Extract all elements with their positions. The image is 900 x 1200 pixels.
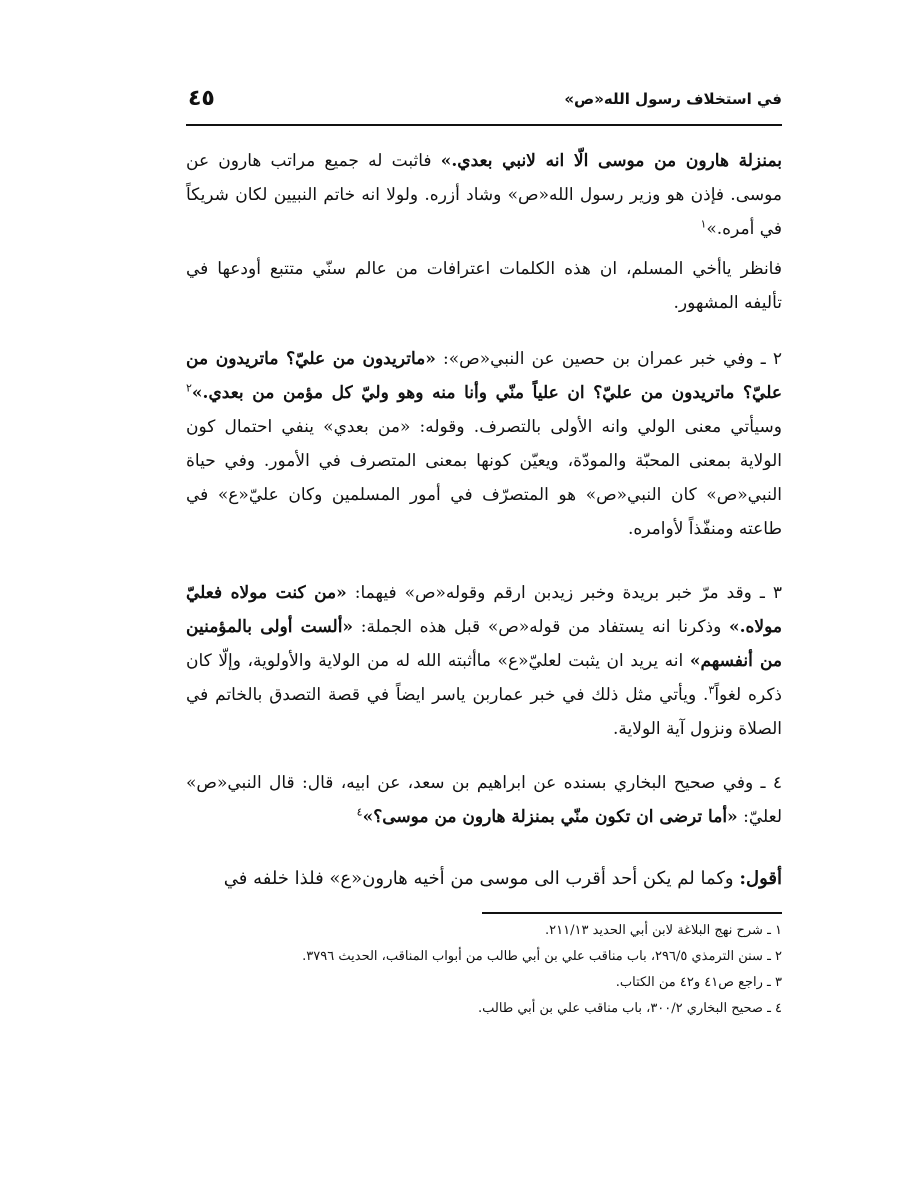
footnote-marker: ١ <box>700 217 707 231</box>
paragraph-text: ٢ ـ وفي خبر عمران بن حصين عن النبي«ص»: <box>435 349 782 369</box>
paragraph-4 <box>186 576 782 746</box>
paragraph-5 <box>186 766 782 834</box>
quote-text: «أما ترضى ان تكون منّي بمنزلة هارون من موسى؟» <box>362 807 738 827</box>
running-title: في استخلاف رسول الله«ص» <box>564 90 782 108</box>
footnote-marker: ٤ <box>356 805 363 819</box>
footnote-1: ١ ـ شرح نهج البلاغة لابن أبي الحديد ٢١١/١٣. <box>545 923 782 938</box>
quote-text: بمنزلة هارون من موسى الّا انه لانبي بعدي.» <box>440 151 782 171</box>
paragraph-3 <box>186 342 782 546</box>
paragraph-6 <box>186 862 782 896</box>
paragraph-text: ٣ ـ وقد مرّ خبر بريدة وخبر زيدبن ارقم وقوله«ص» فيهما: <box>346 583 783 603</box>
footnote-separator <box>482 912 782 914</box>
paragraph-text: انه يريد ان يثبت لعليّ«ع» ماأثبته الله له من الولاية والأولوية، وإلّا كان ذكره لغواً <box>186 651 782 705</box>
page-number: ٤٥ <box>188 86 215 111</box>
quote-text: «ألست أولى بالمؤمنين من أنفسهم» <box>186 617 782 671</box>
paragraph-text: ٤ ـ وفي صحيح البخاري بسنده عن ابراهيم بن سعد، عن ابيه، قال: قال النبي«ص» لعليّ: <box>186 773 782 827</box>
paragraph-text: وذكرنا انه يستفاد من قوله«ص» قبل هذه الجملة: <box>353 617 729 637</box>
quote-text: «من كنت مولاه فعليّ مولاه.» <box>186 583 782 637</box>
footnote-3: ٣ ـ راجع ص٤١ و٤٢ من الكتاب. <box>615 975 782 990</box>
footnote-4: ٤ ـ صحيح البخاري ٣٠٠/٢، باب مناقب علي بن أبي طالب. <box>478 1001 782 1016</box>
paragraph-text: وكما لم يكن أحد أقرب الى موسى من أخيه هارون«ع» فلذا خلفه في <box>223 868 740 889</box>
paragraph-text: فانظر ياأخي المسلم، ان هذه الكلمات اعترافات من عالم سنّي متتبع أودعها في تأليفه المشهور. <box>186 259 782 313</box>
footnotes <box>186 918 782 1022</box>
page-header <box>186 84 782 126</box>
paragraph-1 <box>186 144 782 246</box>
paragraph-text: . ويأتي مثل ذلك في خبر عماربن ياسر ايضاً في قصة التصدق بالخاتم في الصلاة ونزول آية الولاية. <box>186 685 782 739</box>
paragraph-lead-word: أقول: <box>739 868 782 889</box>
footnote-marker: ٢ <box>186 381 192 395</box>
paragraph-2 <box>186 252 782 320</box>
footnote-marker: ٣ <box>708 683 715 697</box>
paragraph-text: وسيأتي معنى الولي وانه الأولى بالتصرف. وقوله: «من بعدي» ينفي احتمال كون الولاية بمعنى المحبّة والمودّة، ويعيّن كونها بمعنى المتصرف في الأمور. وفي حياة النبي«ص» كان النبي«ص» هو المتصرّف في أمور المسلمين وكان عليّ«ع» في طاعته ومنفّذاً لأوامره. <box>186 417 782 539</box>
quote-text: «ماتريدون من عليّ؟ ماتريدون من عليّ؟ ماتريدون من عليّ؟ ان علياً منّي وأنا منه وهو وليّ كل مؤمن من بعدي.» <box>186 349 782 403</box>
paragraph-text: فاثبت له جميع مراتب هارون عن موسى. فإذن هو وزير رسول الله«ص» وشاد أزره. ولولا انه خاتم النبيين لكان شريكاً في أمره.» <box>186 151 782 239</box>
footnote-2: ٢ ـ سنن الترمذي ٢٩٦/٥، باب مناقب علي بن أبي طالب من أبواب المناقب، الحديث ٣٧٩٦. <box>302 949 782 964</box>
